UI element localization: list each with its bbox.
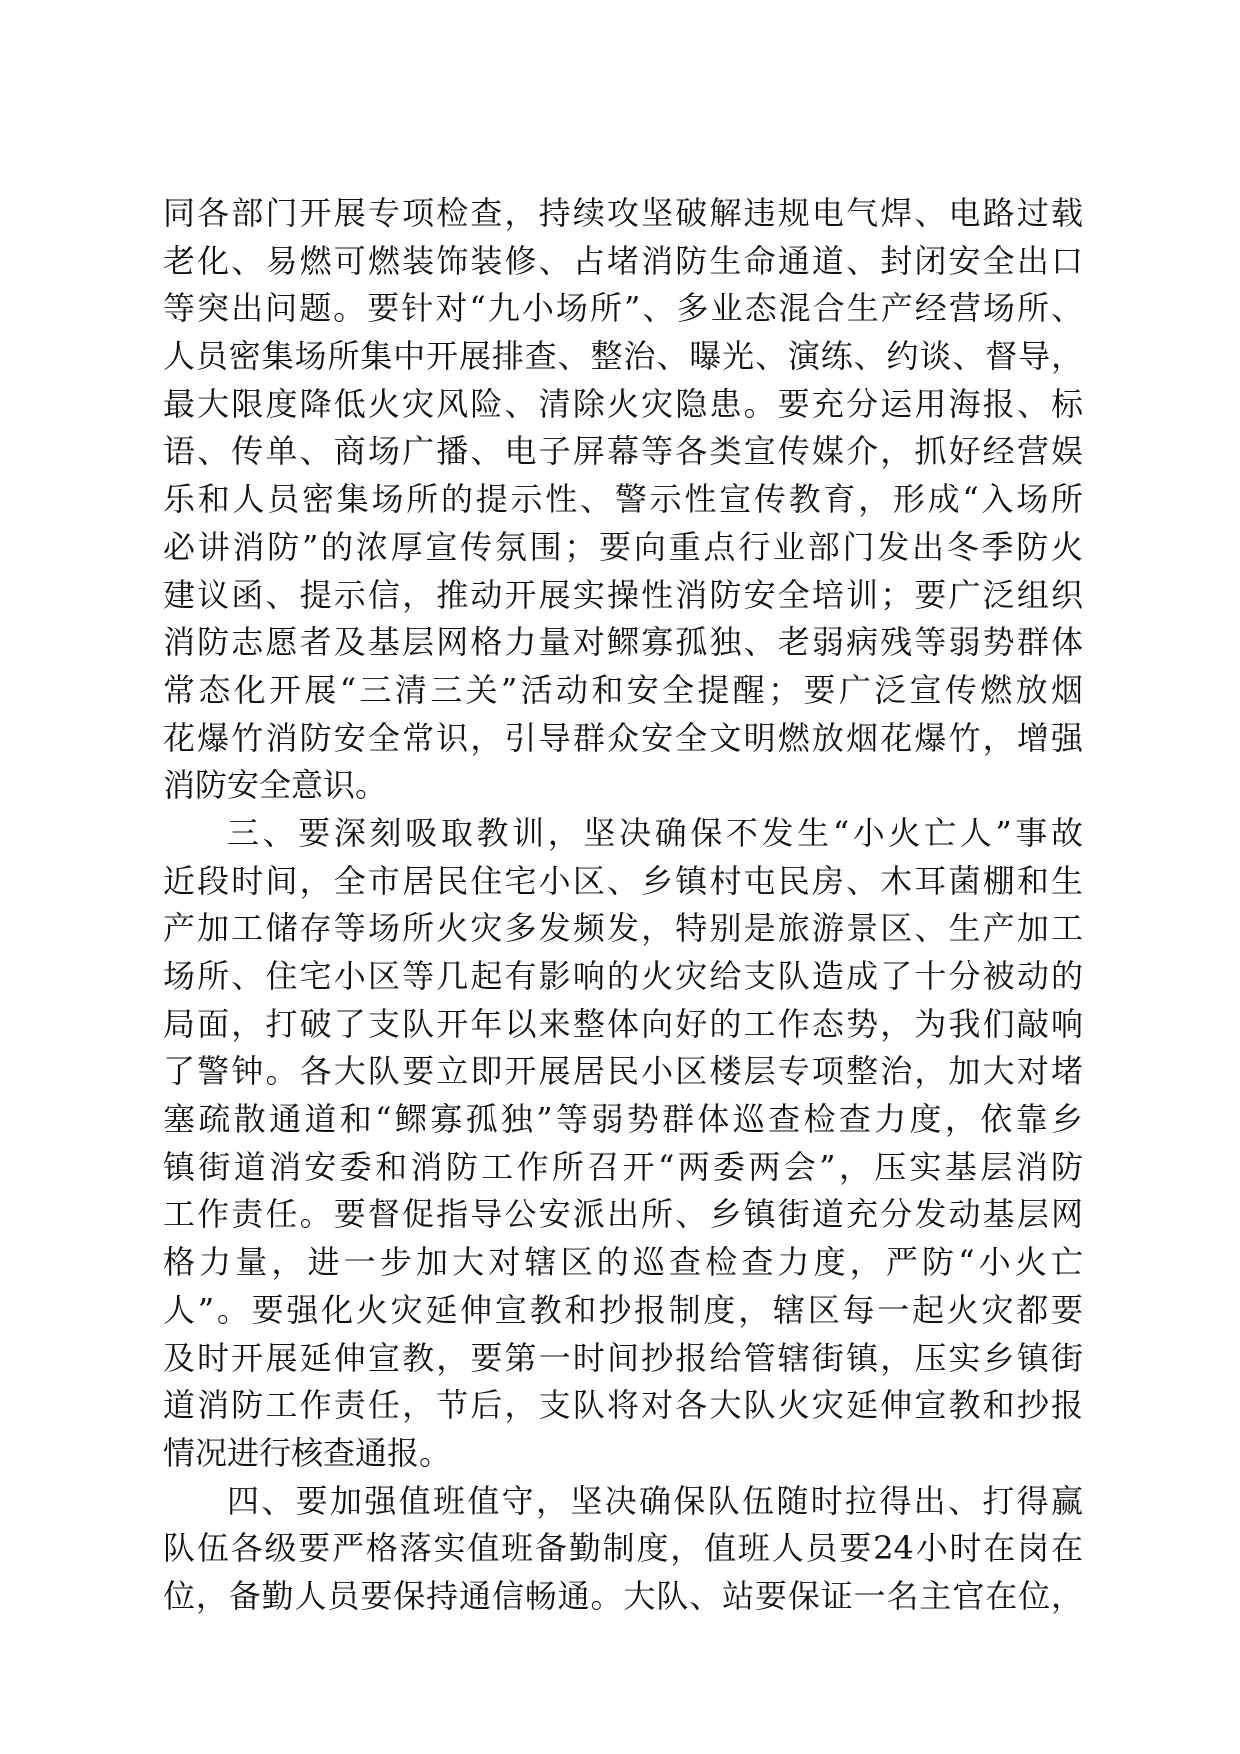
- text-line: 塞疏散通道和“鳏寡孤独”等弱势群体巡查检查力度，依靠乡: [163, 1100, 1083, 1139]
- text-line: 位，备勤人员要保持通信畅通。大队、站要保证一名主官在位，: [163, 1576, 1083, 1615]
- text-line: 道消防工作责任，节后，支队将对各大队火灾延伸宣教和抄报: [163, 1386, 1083, 1425]
- text-line: 情况进行核查通报。: [163, 1433, 452, 1472]
- text-line: 了警钟。各大队要立即开展居民小区楼层专项整治，加大对堵: [163, 1052, 1083, 1091]
- text-line: 场所、住宅小区等几起有影响的火灾给支队造成了十分被动的: [163, 957, 1083, 995]
- text-line: 等突出问题。要针对“九小场所”、多业态混合生产经营场所、: [163, 289, 1083, 328]
- text-line: 消防安全意识。: [163, 766, 388, 805]
- text-line: 消防志愿者及基层网格力量对鳏寡孤独、老弱病残等弱势群体: [163, 623, 1083, 662]
- text-line: 常态化开展“三清三关”活动和安全提醒；要广泛宣传燃放烟: [163, 670, 1083, 709]
- text-line: 及时开展延伸宣教，要第一时间抄报给管辖街镇，压实乡镇街: [163, 1338, 1083, 1377]
- text-line: 花爆竹消防安全常识，引导群众安全文明燃放烟花爆竹，增强: [163, 718, 1083, 757]
- text-line: 语、传单、商场广播、电子屏幕等各类宣传媒介，抓好经营娱: [163, 432, 1083, 471]
- text-line: 人”。要强化火灾延伸宣教和抄报制度，辖区每一起火灾都要: [163, 1290, 1083, 1329]
- text-line: 最大限度降低火灾风险、清除火灾隐患。要充分运用海报、标: [163, 384, 1083, 423]
- text-line: 产加工储存等场所火灾多发频发，特别是旅游景区、生产加工: [163, 909, 1083, 948]
- text-line: 镇街道消安委和消防工作所召开“两委两会”，压实基层消防: [163, 1147, 1083, 1186]
- text-line: 队伍各级要严格落实值班备勤制度，值班人员要24小时在岗在: [163, 1529, 1083, 1568]
- text-line: 格力量，进一步加大对辖区的巡查检查力度，严防“小火亡: [163, 1243, 1083, 1282]
- text-line: 同各部门开展专项检查，持续攻坚破解违规电气焊、电路过载: [163, 194, 1083, 232]
- text-line: 工作责任。要督促指导公安派出所、乡镇街道充分发动基层网: [163, 1195, 1083, 1234]
- text-line: 乐和人员密集场所的提示性、警示性宣传教育，形成“入场所: [163, 480, 1083, 519]
- text-line: 必讲消防”的浓厚宣传氛围；要向重点行业部门发出冬季防火: [163, 527, 1083, 566]
- text-line: 三、要深刻吸取教训，坚决确保不发生“小火亡人”事故: [227, 813, 1083, 852]
- text-line: 近段时间，全市居民住宅小区、乡镇村屯民房、木耳菌棚和生: [163, 861, 1083, 900]
- text-line: 四、要加强值班值守，坚决确保队伍随时拉得出、打得赢: [227, 1481, 1083, 1520]
- text-line: 局面，打破了支队开年以来整体向好的工作态势，为我们敲响: [163, 1004, 1083, 1043]
- text-line: 老化、易燃可燃装饰装修、占堵消防生命通道、封闭安全出口: [163, 241, 1083, 280]
- text-line: 建议函、提示信，推动开展实操性消防安全培训；要广泛组织: [163, 575, 1083, 614]
- document-body-text: [163, 190, 1083, 1621]
- text-line: 人员密集场所集中开展排查、整治、曝光、演练、约谈、督导，: [163, 337, 1083, 376]
